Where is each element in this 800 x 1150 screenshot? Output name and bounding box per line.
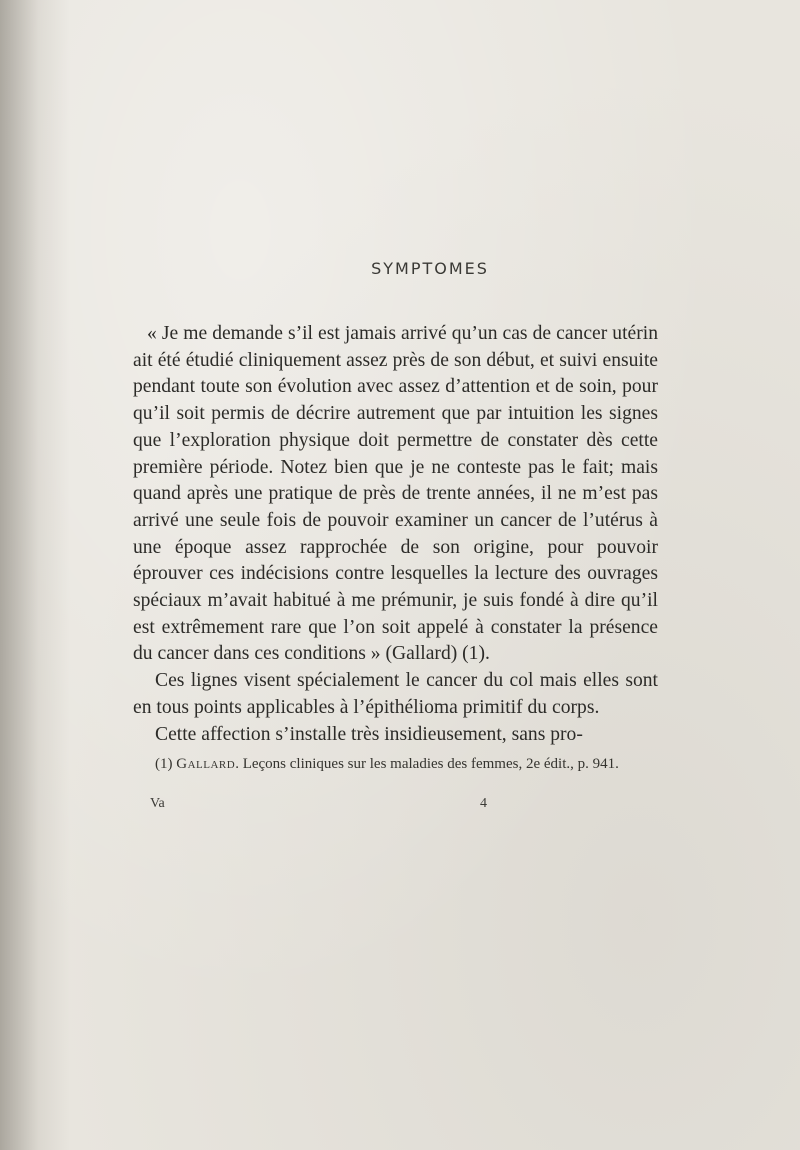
footnote-author: Gallard: [176, 756, 236, 772]
paragraph-quote: « Je me demande s’il est jamais arrivé qu’un cas de cancer utérin ait été étudié cliniquement assez près de son début, et suivi ensuite pendant toute son évolution avec assez d’attention et de soin, pour qu’il soit permis de décrire autrement que par intuition les signes que l’exploration physique doit permettre de constater dès cette première période. Notez bien que je ne conteste pas le fait; mais quand après une pratique de près de trente années, il ne m’est pas arrivé une seule fois de pouvoir examiner un cancer de l’utérus à une époque assez rapprochée de son origine, pour pouvoir éprouver ces indécisions contre lesquelles la lecture des ouvrages spéciaux m’avait habitué à me prémunir, je suis fondé à dire qu’il est extrêmement rare que l’on soit appelé à constater la présence du cancer dans ces conditions » (Gallard) (1).: [133, 323, 658, 665]
footnote-marker: (1): [155, 756, 173, 772]
body-text: [133, 321, 658, 748]
signature-mark: Va: [150, 796, 165, 811]
folio-number: 4: [480, 796, 487, 811]
footnote: [133, 754, 658, 775]
paragraph-second: Ces lignes visent spécialement le cancer du col mais elles sont en tous points applicables à l’épithélioma primitif du corps.: [133, 670, 658, 718]
page-spine-shadow: [0, 0, 70, 1150]
paragraph-third: Cette affection s’installe très insidieusement, sans pro-: [155, 723, 583, 745]
section-heading: SYMPTOMES: [371, 259, 489, 278]
footnote-text: . Leçons cliniques sur les maladies des femmes, 2e édit., p. 941.: [235, 756, 619, 772]
